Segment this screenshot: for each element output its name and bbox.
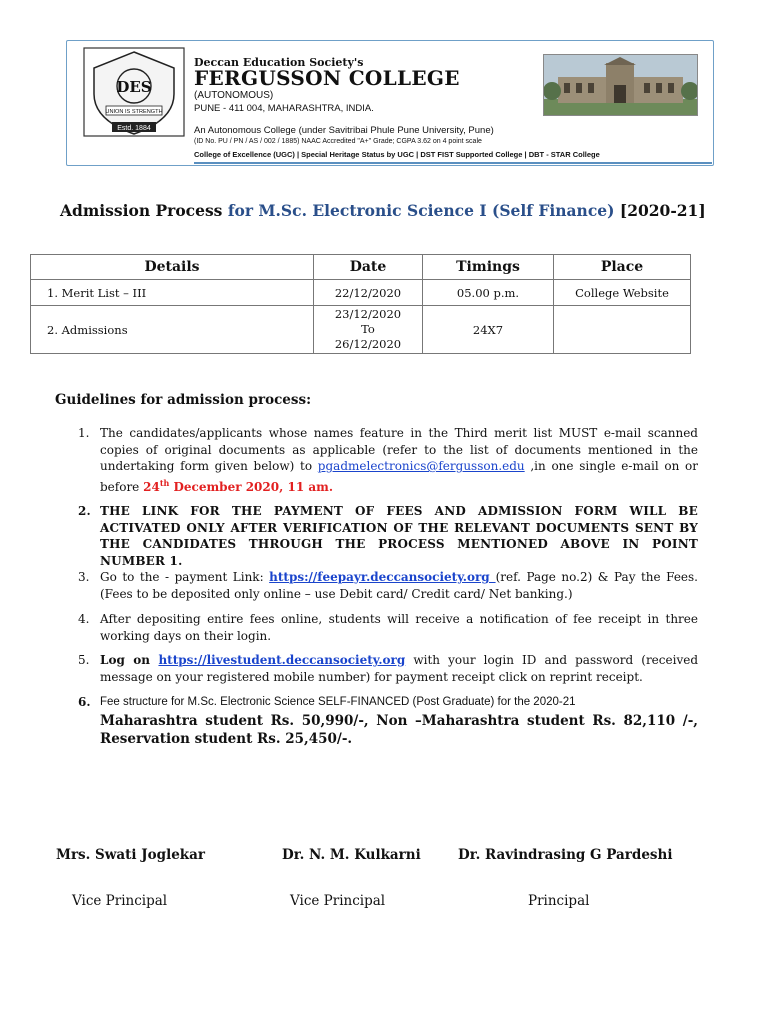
item-number: 1. bbox=[78, 426, 90, 440]
item-number: 4. bbox=[78, 612, 90, 626]
item-text bbox=[100, 425, 698, 495]
signatory-name-3: Dr. Ravindrasing G Pardeshi bbox=[458, 847, 673, 863]
society-name: Deccan Education Society's bbox=[194, 56, 364, 69]
item-text: After depositing entire fees online, students will receive a notification of fee receipt in three working days on their login. bbox=[100, 612, 698, 643]
guideline-item-5 bbox=[78, 652, 698, 685]
item1-text-b: ,in one single e-mail on or before bbox=[100, 459, 698, 494]
page-title bbox=[60, 201, 706, 220]
svg-text:DES: DES bbox=[116, 78, 152, 96]
guideline-item-2 bbox=[78, 503, 698, 569]
svg-text:Estd. 1884: Estd. 1884 bbox=[117, 125, 151, 132]
row2-detail: 2. Admissions bbox=[31, 306, 314, 354]
college-building-photo bbox=[543, 54, 698, 116]
row2-date-end: 26/12/2020 bbox=[334, 337, 402, 351]
item3-text-b: (ref. Page no.2) & Pay the Fees. (Fees to be deposited only online – use Debit card/ Credit card/ Net banking.) bbox=[100, 570, 698, 601]
student-portal-link[interactable]: https://livestudent.deccansociety.org bbox=[158, 653, 406, 667]
svg-text:UNION IS STRENGTH: UNION IS STRENGTH bbox=[105, 109, 163, 115]
row2-date bbox=[314, 306, 423, 354]
fee-structure-heading: Fee structure for M.Sc. Electronic Science SELF-FINANCED (Post Graduate) for the 2020-21 bbox=[100, 696, 576, 708]
guideline-item-1 bbox=[78, 425, 698, 495]
guideline-item-4 bbox=[78, 611, 698, 644]
item-text bbox=[100, 652, 698, 685]
college-address: PUNE - 411 004, MAHARASHTRA, INDIA. bbox=[194, 103, 374, 114]
item-text bbox=[100, 694, 698, 748]
title-part-2: for M.Sc. Electronic Science I (Self Finance) bbox=[227, 201, 620, 220]
item-text bbox=[100, 569, 698, 602]
college-logo bbox=[82, 46, 186, 138]
header-date: Date bbox=[314, 255, 423, 280]
college-name: FERGUSSON COLLEGE bbox=[194, 66, 460, 90]
item-number: 6. bbox=[78, 695, 91, 709]
header-place: Place bbox=[554, 255, 691, 280]
row2-date-start: 23/12/2020 bbox=[334, 307, 402, 321]
fee-amounts: Maharashtra student Rs. 50,990/-, Non –Maharashtra student Rs. 82,110 /-, Reservation student Rs. 25,450/-. bbox=[100, 712, 698, 747]
item-number: 2. bbox=[78, 504, 91, 518]
signatory-role-3: Principal bbox=[528, 893, 590, 909]
signatory-name-2: Dr. N. M. Kulkarni bbox=[282, 847, 421, 863]
item-text: THE LINK FOR THE PAYMENT OF FEES AND ADMISSION FORM WILL BE ACTIVATED ONLY AFTER VERIFICATION OF THE RELEVANT DOCUMENTS SENT BY THE CANDIDATES THROUGH THE PROCESS MENTIONED ABOVE IN POINT NUMBER 1. bbox=[100, 504, 698, 568]
guideline-item-3 bbox=[78, 569, 698, 602]
row1-date: 22/12/2020 bbox=[314, 280, 423, 306]
header-timings: Timings bbox=[423, 255, 554, 280]
deadline-day: 24 bbox=[143, 479, 160, 494]
row1-detail: 1. Merit List – III bbox=[31, 280, 314, 306]
guideline-item-6 bbox=[78, 694, 698, 748]
deadline-sup: th bbox=[159, 477, 170, 488]
schedule-table bbox=[30, 254, 691, 354]
title-part-1: Admission Process bbox=[60, 201, 228, 220]
row2-date-to: To bbox=[361, 322, 375, 336]
row1-place: College Website bbox=[554, 280, 691, 306]
title-part-3: [2020-21] bbox=[619, 201, 706, 220]
item-number: 5. bbox=[78, 653, 90, 667]
autonomous-label: (AUTONOMOUS) bbox=[194, 90, 274, 101]
item3-text-a: Go to the - payment Link: bbox=[100, 570, 270, 584]
item1-text-a: The candidates/applicants whose names feature in the Third merit list MUST e-mail scanned copies of original documents as applicable (refer to the list of documents mentioned in the undertaking form given below) to bbox=[100, 426, 698, 473]
admission-email-link[interactable]: pgadmelectronics@fergusson.edu bbox=[317, 459, 525, 473]
row1-timing: 05.00 p.m. bbox=[423, 280, 554, 306]
table-row bbox=[31, 280, 691, 306]
item5-text-a: Log on bbox=[100, 653, 159, 667]
row2-place bbox=[554, 306, 691, 354]
signatory-role-1: Vice Principal bbox=[72, 893, 168, 909]
row2-timing: 24X7 bbox=[423, 306, 554, 354]
affiliation-text: An Autonomous College (under Savitribai Phule Pune University, Pune) bbox=[194, 125, 494, 136]
item-number: 3. bbox=[78, 570, 90, 584]
item5-text-b: with your login ID and password (received message on your registered mobile number) for payment receipt click on reprint receipt. bbox=[100, 653, 698, 684]
table-header-row bbox=[31, 255, 691, 280]
signatory-name-1: Mrs. Swati Joglekar bbox=[56, 847, 206, 863]
letterhead-divider bbox=[194, 162, 712, 164]
header-details: Details bbox=[31, 255, 314, 280]
fee-payment-link[interactable]: https://feepayr.deccansociety.org bbox=[269, 570, 496, 584]
excellence-text: College of Excellence (UGC) | Special Heritage Status by UGC | DST FIST Supported College | DBT - STAR College bbox=[194, 150, 600, 159]
guidelines-title: Guidelines for admission process: bbox=[55, 392, 312, 408]
table-row bbox=[31, 306, 691, 354]
signatory-role-2: Vice Principal bbox=[290, 893, 386, 909]
accreditation-text: (ID No. PU / PN / AS / 002 / 1885) NAAC Accredited "A+" Grade; CGPA 3.62 on 4 point scale bbox=[194, 138, 482, 145]
deadline-rest: December 2020, 11 am. bbox=[169, 479, 333, 494]
